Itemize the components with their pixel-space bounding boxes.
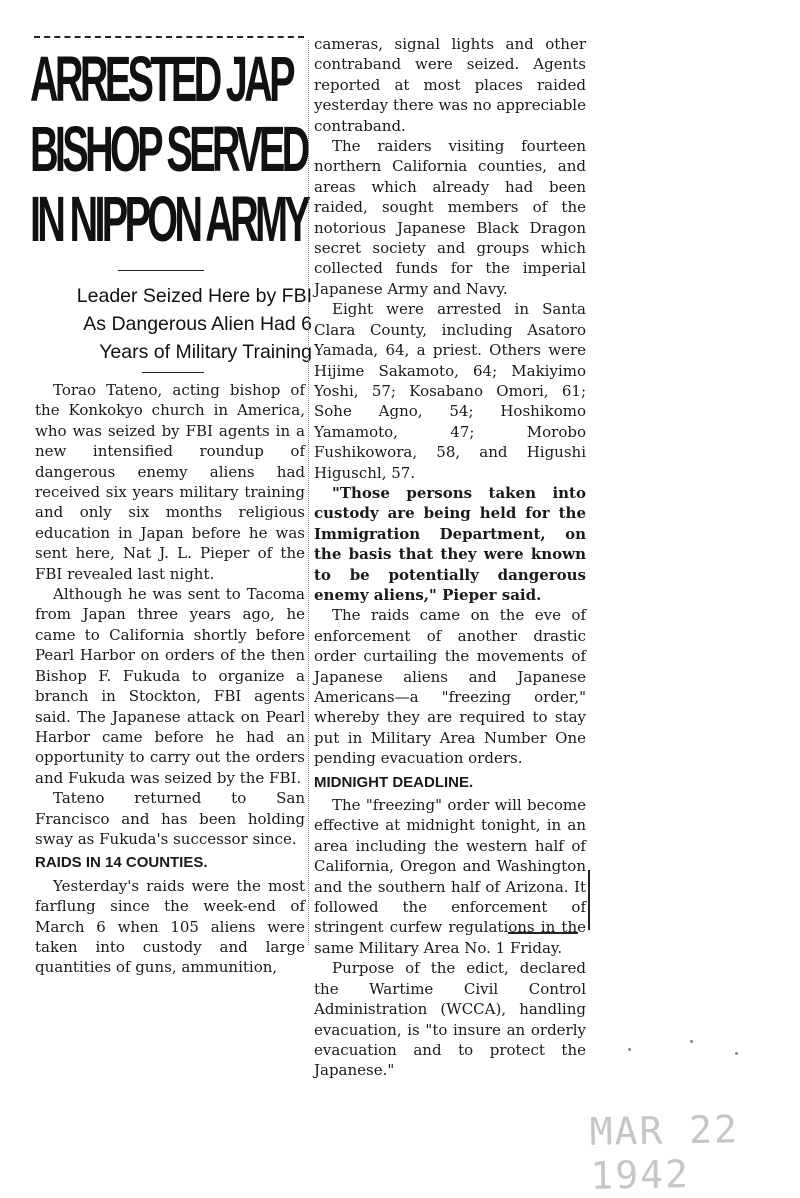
paragraph: Eight were arrested in Santa Clara County, including Asatoro Yamada, 64, a priest. Others were Hijime Sakamoto, 64; Makiyimo Yoshi, 57; Kosabano Omori, 61; Sohe Agno, 54; Hoshikomo Yamamoto, 47; Morobo Fushikowora, 58, and Higushi Higuschl, 57. xyxy=(314,300,586,482)
paragraph: Torao Tateno, acting bishop of the Konkokyo church in America, who was seized by FBI agents in a new intensified roundup of dangerous enemy aliens had received six years military training and only six months religious education in Japan before he was sent here, Nat J. L. Pieper of the FBI revealed last night. xyxy=(35,381,305,583)
end-rule xyxy=(508,932,578,934)
headline-line-3: IN NIPPON ARMY xyxy=(30,183,308,255)
paragraph: Tateno returned to San Francisco and has been holding sway as Fukuda's successor since. xyxy=(35,789,305,848)
scan-speck xyxy=(735,1052,738,1055)
paragraph: Purpose of the edict, declared the Wartime Civil Control Administration (WCCA), handling evacuation, is "to insure an orderly evacuation and to protect the Japanese." xyxy=(314,959,586,1080)
date-stamp: MAR 22 1942 xyxy=(589,1107,740,1198)
deck-divider xyxy=(142,372,204,373)
scan-speck xyxy=(690,1040,693,1043)
paragraph: The raids came on the eve of enforcement of another drastic order curtailing the movements of Japanese aliens and Japanese Americans—a "freezing order," whereby they are required to stay put in Military Area Number One pending evacuation orders. xyxy=(314,606,586,768)
headline-line-1: ARRESTED JAP xyxy=(30,43,292,115)
paragraph: Although he was sent to Tacoma from Japan three years ago, he came to California shortly before Pearl Harbor on orders of the then Bishop F. Fukuda to organize a branch in Stockton, FBI agents said. The Japanese attack on Pearl Harbor came before he had an opportunity to carry out the orders and Fukuda was seized by the FBI. xyxy=(35,585,305,787)
column-edge-bar xyxy=(588,870,590,930)
headline xyxy=(30,43,310,256)
deck-subheadline xyxy=(32,282,312,366)
column-divider xyxy=(308,40,309,945)
paragraph: The "freezing" order will become effective at midnight tonight, in an area including the western half of California, Oregon and Washington and the southern half of Arizona. It followed the enforcement of stringent curfew regulations in the same Military Area No. 1 Friday. xyxy=(314,796,586,957)
headline-line-2: BISHOP SERVED xyxy=(30,113,307,185)
subhead-midnight-deadline: MIDNIGHT DEADLINE. xyxy=(314,773,474,791)
paragraph: cameras, signal lights and other contraband were seized. Agents reported at most places raided yesterday there was no appreciable contraband. xyxy=(314,35,586,135)
paragraph: Yesterday's raids were the most farflung since the week-end of March 6 when 105 aliens were taken into custody and large quantities of guns, ammunition, xyxy=(35,876,305,977)
deck-line-1: Leader Seized Here by FBI xyxy=(76,285,312,307)
article-column-2 xyxy=(314,34,586,1081)
deck-line-3: Years of Military Training xyxy=(99,341,312,363)
headline-divider xyxy=(118,270,204,271)
scan-speck xyxy=(628,1048,631,1051)
subhead-raids: RAIDS IN 14 COUNTIES. xyxy=(35,854,208,872)
paragraph-quote: "Those persons taken into custody are being held for the Immigration Department, on the basis that they were known to be potentially dangerous enemy aliens," Pieper said. xyxy=(314,483,586,604)
article-column-1 xyxy=(35,380,305,978)
paragraph: The raiders visiting fourteen northern California counties, and areas which already had been raided, sought members of the notorious Japanese Black Dragon secret society and groups which collected funds for the imperial Japanese Army and Navy. xyxy=(314,137,586,298)
deck-line-2: As Dangerous Alien Had 6 xyxy=(83,313,312,335)
top-rule xyxy=(34,36,304,41)
